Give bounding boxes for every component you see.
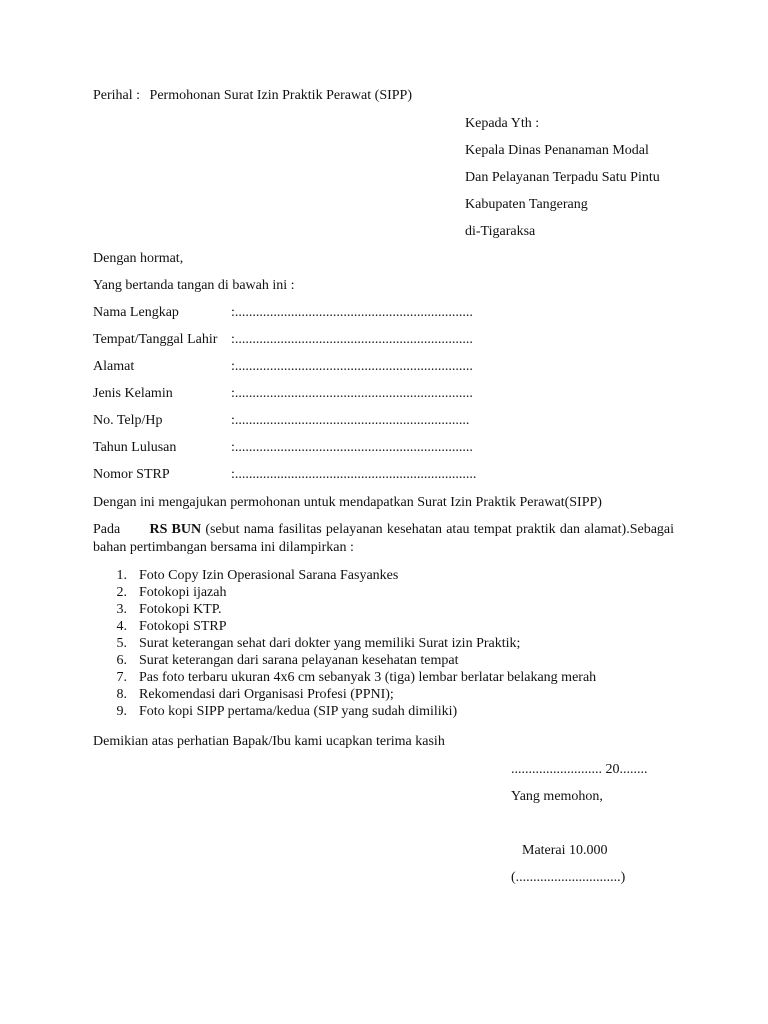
attachment-list [93,567,693,720]
greeting: Dengan hormat, [93,251,184,266]
field-label: Nomor STRP [93,467,170,482]
list-number: 1. [116,568,127,583]
list-item [93,618,693,635]
list-number: 4. [116,619,127,634]
list-text: Foto Copy Izin Operasional Sarana Fasyankes [139,568,399,583]
list-number: 7. [116,670,127,685]
signature-name-blank: (..............................) [511,870,626,885]
list-item [93,669,693,686]
list-number: 9. [116,704,127,719]
list-text: Pas foto terbaru ukuran 4x6 cm sebanyak 3 (tiga) lembar berlatar belakang merah [139,670,597,685]
list-number: 8. [116,687,127,702]
stamp-duty-label: Materai 10.000 [522,843,608,858]
list-text: Foto kopi SIPP pertama/kedua (SIP yang sudah dimiliki) [139,704,458,719]
field-label: Tempat/Tanggal Lahir [93,332,218,347]
list-number: 2. [116,585,127,600]
list-text: Surat keterangan sehat dari dokter yang memiliki Surat izin Praktik; [139,636,521,651]
list-number: 5. [116,636,127,651]
subject-line [93,87,412,105]
recipient-line-4: di-Tigaraksa [465,224,536,239]
field-blank: :..................................................................... [231,467,477,482]
field-label: Alamat [93,359,135,374]
subject-label: Perihal : [93,88,141,103]
list-text: Fotokopi ijazah [139,585,227,600]
subject-text: Permohonan Surat Izin Praktik Perawat (SIPP) [149,88,413,103]
field-label: Nama Lengkap [93,305,179,320]
field-blank: :.................................................................... [231,359,473,374]
list-text: Rekomendasi dari Organisasi Profesi (PPNI); [139,687,394,702]
list-number: 3. [116,602,127,617]
list-item [93,703,693,720]
list-item [93,567,693,584]
signature-applicant: Yang memohon, [511,789,603,804]
field-label: Tahun Lulusan [93,440,177,455]
list-item [93,686,693,703]
list-text: Fotokopi STRP [139,619,227,634]
recipient-salutation: Kepada Yth : [465,116,540,131]
list-item [93,652,693,669]
recipient-line-1: Kepala Dinas Penanaman Modal [465,143,649,158]
list-text: Fotokopi KTP. [139,602,222,617]
facility-prefix: Pada [93,522,121,537]
list-item [93,601,693,618]
facility-paragraph [93,521,674,557]
facility-name: RS BUN [149,522,202,537]
field-blank: :.................................................................... [231,332,473,347]
closing-text: Demikian atas perhatian Bapak/Ibu kami ucapkan terima kasih [93,734,445,749]
list-item [93,584,693,601]
list-item [93,635,693,652]
signature-date: .......................... 20........ [511,762,648,777]
field-blank: :.................................................................... [231,305,473,320]
field-blank: :.................................................................... [231,386,473,401]
recipient-line-3: Kabupaten Tangerang [465,197,588,212]
recipient-line-2: Dan Pelayanan Terpadu Satu Pintu [465,170,660,185]
list-text: Surat keterangan dari sarana pelayanan kesehatan tempat [139,653,459,668]
request-text: Dengan ini mengajukan permohonan untuk mendapatkan Surat Izin Praktik Perawat(SIPP) [93,495,602,510]
list-number: 6. [116,653,127,668]
field-blank: :................................................................... [231,413,470,428]
intro-text: Yang bertanda tangan di bawah ini : [93,278,295,293]
field-label: Jenis Kelamin [93,386,173,401]
facility-description: (sebut nama fasilitas pelayanan kesehatan atau tempat praktik dan alamat).Sebagai bahan pertimbangan bersama ini dilampirkan : [93,522,675,555]
field-blank: :.................................................................... [231,440,473,455]
field-label: No. Telp/Hp [93,413,163,428]
